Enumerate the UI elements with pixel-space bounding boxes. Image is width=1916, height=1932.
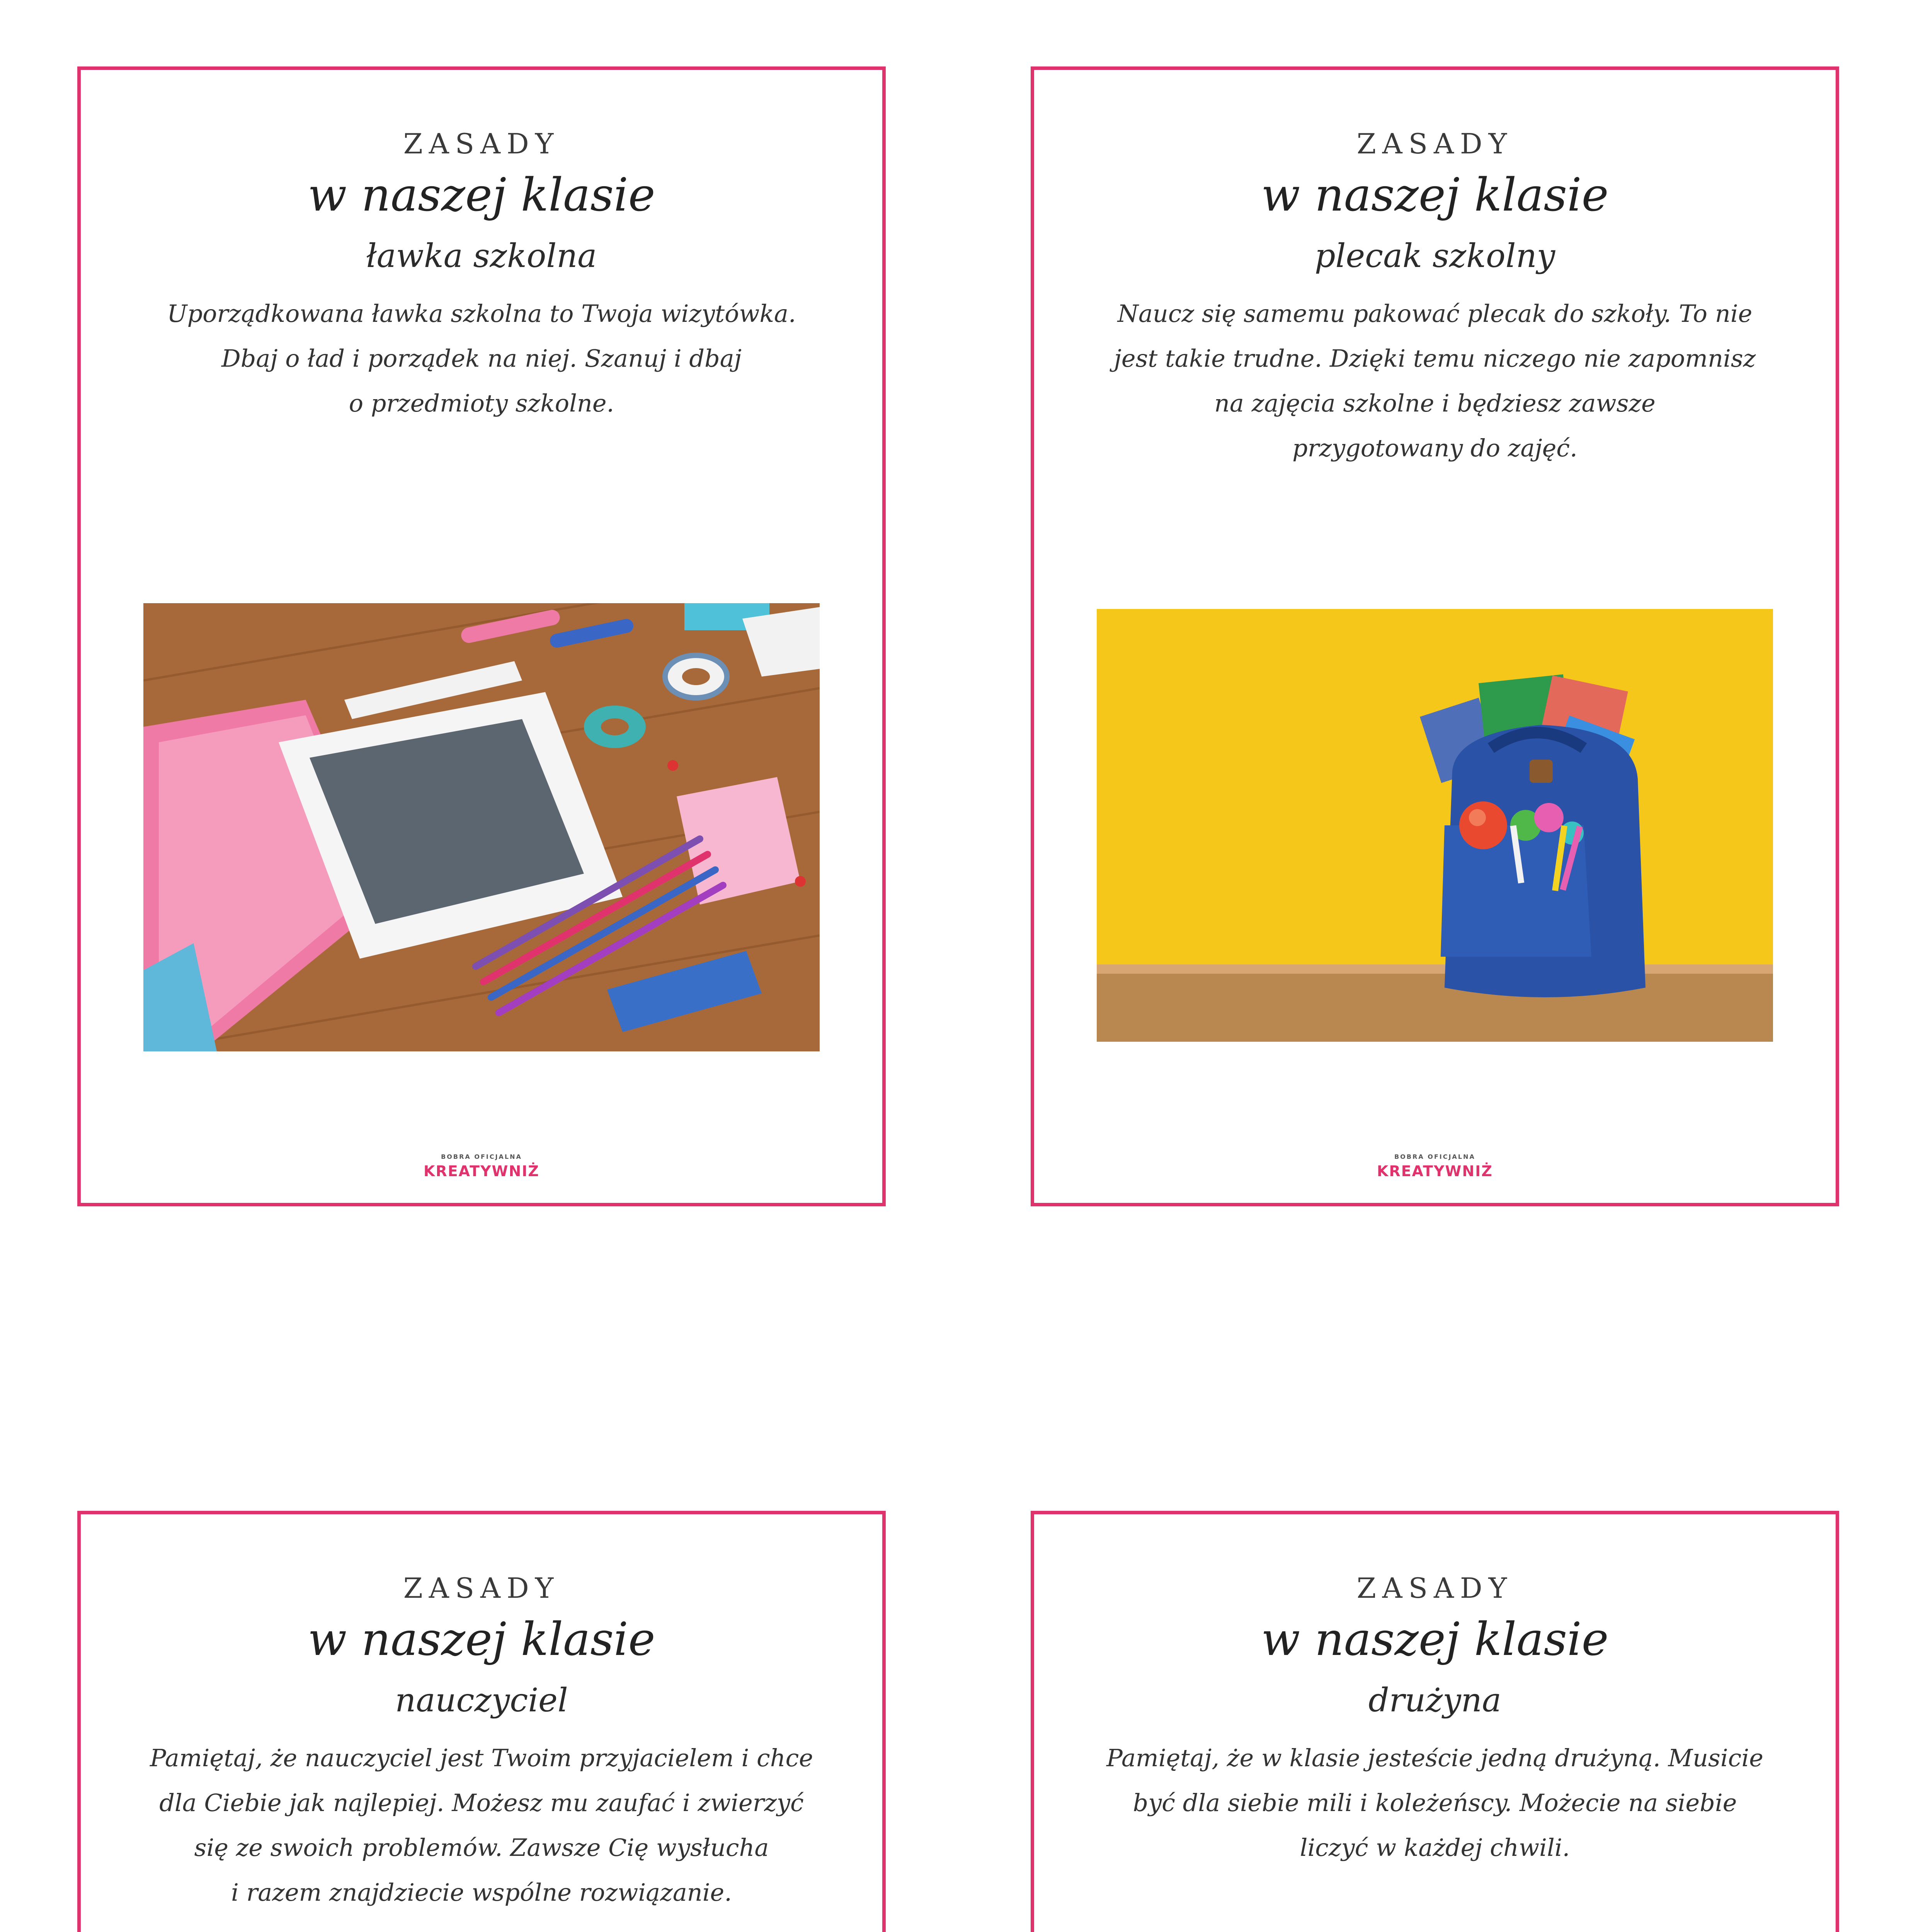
description-line: Dbaj o ład i porządek na niej. Szanuj i dbaj [221,344,742,373]
card-description [1091,291,1779,471]
card-kicker: ZASADY [403,128,560,160]
brand-logo [81,1153,882,1180]
rule-card-team [1031,1511,1839,1932]
card-title: w naszej klasie [1261,168,1609,221]
desk-supplies-illustration [143,603,820,1051]
description-line: Pamiętaj, że nauczyciel jest Twoim przyjacielem i chce [150,1744,813,1772]
card-title: w naszej klasie [1261,1612,1609,1666]
description-line: o przedmioty szkolne. [349,389,614,418]
card-subtitle: drużyna [1368,1681,1501,1719]
card-kicker: ZASADY [1356,1572,1513,1604]
card-header [1034,130,1836,471]
brand-tagline: BOBRA OFICJALNA [441,1153,522,1160]
card-subtitle: ławka szkolna [366,236,597,275]
brand-name: KREATYWNIŻ [424,1163,539,1180]
card-title: w naszej klasie [308,1612,655,1666]
card-subtitle: plecak szkolny [1314,236,1555,275]
brand-name: KREATYWNIŻ [1377,1163,1493,1180]
card-subtitle: nauczyciel [395,1681,568,1719]
description-line: jest takie trudne. Dzięki temu niczego nie zapomnisz [1114,344,1756,373]
card-header [81,1574,882,1915]
description-line: się ze swoich problemów. Zawsze Cię wysłucha [194,1833,769,1862]
card-header [81,130,882,426]
card-kicker: ZASADY [403,1572,560,1604]
description-line: Naucz się samemu pakować plecak do szkoły. To nie [1117,299,1753,328]
backpack-illustration [1097,609,1773,1042]
card-description [1091,1736,1779,1870]
description-line: na zajęcia szkolne i będziesz zawsze [1214,389,1656,418]
rule-card-backpack [1031,66,1839,1206]
card-description [138,291,825,426]
desk-supplies-photo [143,603,820,1051]
description-line: być dla siebie mili i koleżeńscy. Możecie na siebie [1133,1789,1737,1817]
description-line: Uporządkowana ławka szkolna to Twoja wizytówka. [167,299,796,328]
brand-tagline: BOBRA OFICJALNA [1394,1153,1475,1160]
rule-card-teacher [77,1511,886,1932]
description-line: Pamiętaj, że w klasie jesteście jedną drużyną. Musicie [1106,1744,1763,1772]
description-line: dla Ciebie jak najlepiej. Możesz mu zaufać i zwierzyć [159,1789,804,1817]
card-description [138,1736,825,1915]
card-title: w naszej klasie [308,168,655,221]
description-line: i razem znajdziecie wspólne rozwiązanie. [231,1878,732,1907]
card-header [1034,1574,1836,1870]
backpack-photo [1097,609,1773,1042]
rule-card-desk [77,66,886,1206]
description-line: przygotowany do zajęć. [1292,434,1577,463]
description-line: liczyć w każdej chwili. [1300,1833,1570,1862]
brand-logo [1034,1153,1836,1180]
card-kicker: ZASADY [1356,128,1513,160]
